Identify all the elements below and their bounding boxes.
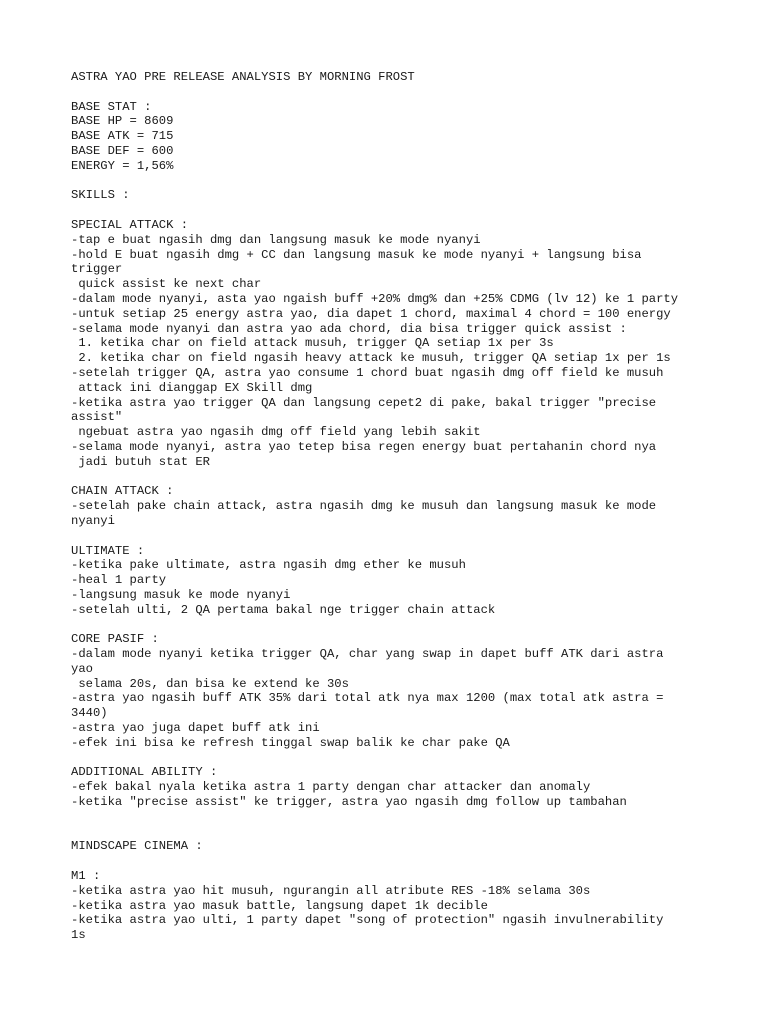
text-line: -setelah pake chain attack, astra ngasih dmg ke musuh dan langsung masuk ke mode [71, 499, 657, 514]
spacer [71, 751, 701, 766]
document-title: ASTRA YAO PRE RELEASE ANALYSIS BY MORNING FROST [71, 70, 415, 84]
spacer [71, 85, 701, 100]
text-line: nyanyi [71, 513, 115, 528]
text-line: -setelah trigger QA, astra yao consume 1 chord buat ngasih dmg off field ke musuh [71, 365, 664, 380]
text-line: jadi butuh stat ER [71, 454, 210, 469]
text-line: -efek ini bisa ke refresh tinggal swap balik ke char pake QA [71, 735, 510, 750]
text-line: 1. ketika char on field attack musuh, trigger QA setiap 1x per 3s [71, 336, 554, 351]
stat-line: ENERGY = 1,56% [71, 158, 174, 173]
text-line: -tap e buat ngasih dmg dan langsung masuk ke mode nyanyi [71, 232, 481, 247]
section-heading: ULTIMATE : [71, 543, 145, 558]
section-heading: ADDITIONAL ABILITY : [71, 765, 218, 780]
spacer [71, 617, 701, 632]
text-line: -untuk setiap 25 energy astra yao, dia dapet 1 chord, maximal 4 chord = 100 energy [71, 306, 671, 321]
text-line: -dalam mode nyanyi ketika trigger QA, char yang swap in dapet buff ATK dari astra [71, 647, 664, 662]
spacer [71, 529, 701, 544]
text-line: -dalam mode nyanyi, asta yao ngaish buff +20% dmg% dan +25% CDMG (lv 12) ke 1 party [71, 291, 679, 306]
text-line: selama 20s, dan bisa ke extend ke 30s [71, 676, 349, 691]
stat-line: BASE HP = 8609 [71, 114, 174, 129]
mindscape-heading: MINDSCAPE CINEMA : [71, 839, 203, 854]
ultimate-section [71, 544, 701, 618]
text-line: attack ini dianggap EX Skill dmg [71, 380, 313, 395]
text-line: -ketika pake ultimate, astra ngasih dmg ether ke musuh [71, 558, 466, 573]
stat-line: BASE DEF = 600 [71, 143, 174, 158]
document-page [71, 70, 701, 943]
text-line: -langsung masuk ke mode nyanyi [71, 587, 291, 602]
text-line: -setelah ulti, 2 QA pertama bakal nge trigger chain attack [71, 602, 496, 617]
spacer [71, 854, 701, 869]
text-line: assist" [71, 410, 123, 425]
special-attack-section [71, 218, 701, 470]
section-heading: M1 : [71, 869, 101, 884]
chain-attack-section [71, 484, 701, 528]
section-heading: CHAIN ATTACK : [71, 484, 174, 499]
core-pasif-section [71, 632, 701, 750]
text-line: -astra yao juga dapet buff atk ini [71, 721, 320, 736]
text-line: 2. ketika char on field ngasih heavy attack ke musuh, trigger QA setiap 1x per 1s [71, 351, 671, 366]
section-heading: SPECIAL ATTACK : [71, 217, 189, 232]
text-line: -astra yao ngasih buff ATK 35% dari total atk nya max 1200 (max total atk astra = [71, 691, 664, 706]
text-line: -ketika astra yao ulti, 1 party dapet "song of protection" ngasih invulnerability [71, 913, 664, 928]
spacer [71, 810, 701, 840]
text-line: 1s [71, 928, 86, 943]
section-heading: BASE STAT : [71, 99, 152, 114]
text-line: 3440) [71, 706, 108, 721]
text-line: -ketika astra yao hit musuh, ngurangin all atribute RES -18% selama 30s [71, 883, 591, 898]
text-line: -selama mode nyanyi dan astra yao ada chord, dia bisa trigger quick assist : [71, 321, 627, 336]
text-line: -ketika astra yao masuk battle, langsung dapet 1k decible [71, 898, 488, 913]
text-line: -ketika astra yao trigger QA dan langsung cepet2 di pake, bakal trigger "precise [71, 395, 657, 410]
stat-line: BASE ATK = 715 [71, 129, 174, 144]
text-line: -heal 1 party [71, 573, 167, 588]
text-line: -hold E buat ngasih dmg + CC dan langsung masuk ke mode nyanyi + langsung bisa [71, 247, 642, 262]
spacer [71, 203, 701, 218]
text-line: -ketika "precise assist" ke trigger, astra yao ngasih dmg follow up tambahan [71, 795, 627, 810]
m1-section [71, 869, 701, 943]
additional-ability-section [71, 765, 701, 809]
text-line: -selama mode nyanyi, astra yao tetep bisa regen energy buat pertahanin chord nya [71, 439, 657, 454]
spacer [71, 174, 701, 189]
text-line: -efek bakal nyala ketika astra 1 party dengan char attacker dan anomaly [71, 780, 591, 795]
base-stat-section [71, 100, 701, 174]
section-heading: CORE PASIF : [71, 632, 159, 647]
spacer [71, 470, 701, 485]
text-line: yao [71, 661, 93, 676]
text-line: trigger [71, 262, 123, 277]
text-line: quick assist ke next char [71, 277, 262, 292]
text-line: ngebuat astra yao ngasih dmg off field yang lebih sakit [71, 425, 481, 440]
skills-heading: SKILLS : [71, 188, 130, 203]
